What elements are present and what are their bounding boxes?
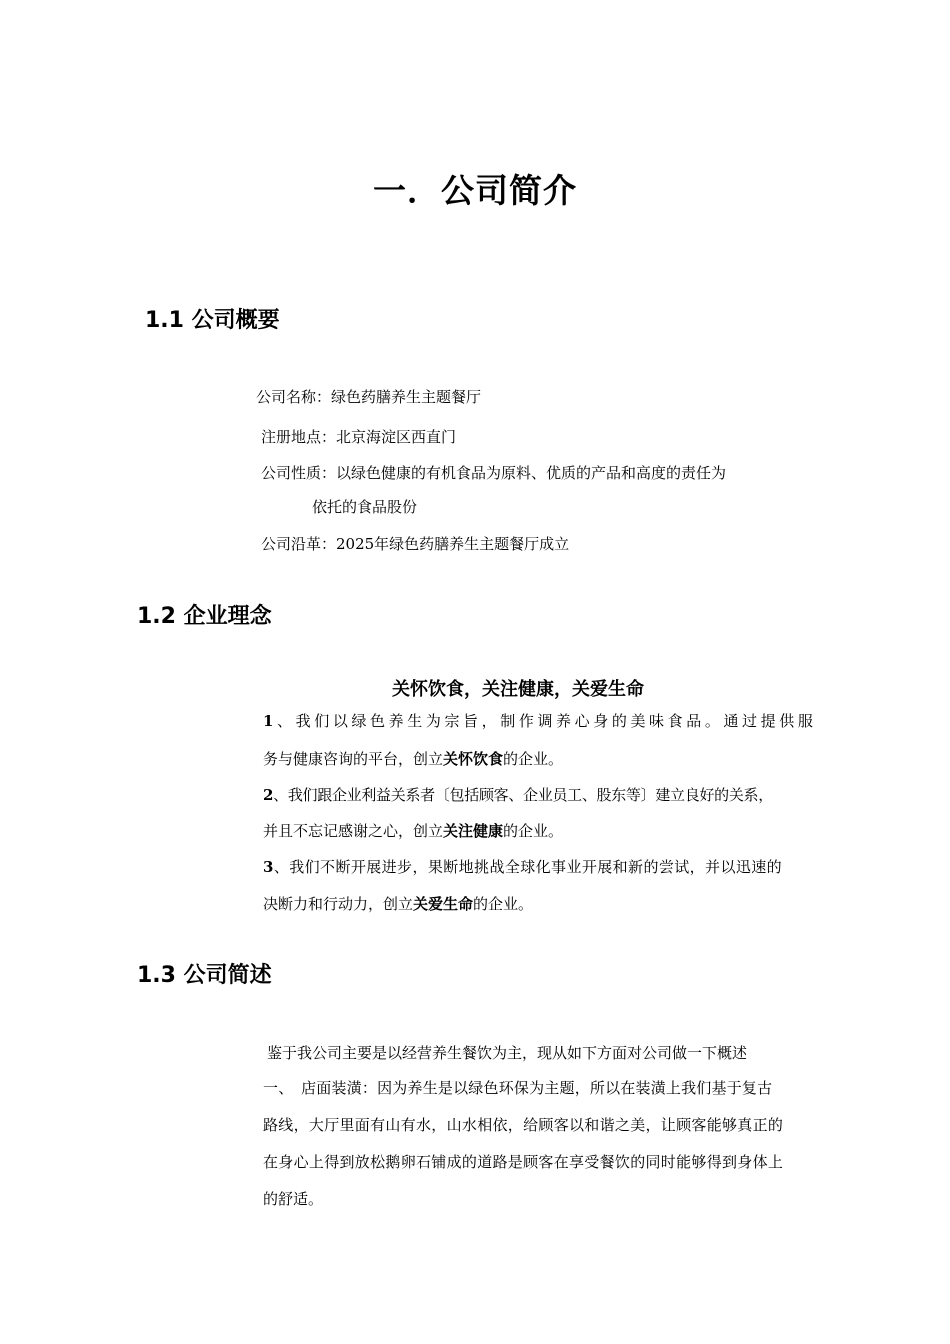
item-number: 1 [263, 712, 278, 730]
item-text: 、我们跟企业利益关系者〔包括顾客、企业员工、股东等〕建立良好的关系， [273, 786, 773, 804]
overview-paragraph-line-3: 在身心上得到放松鹅卵石铺成的道路是顾客在享受餐饮的同时能够得到身体上 [263, 1153, 784, 1171]
registered-address-line: 注册地点：北京海淀区西直门 [261, 428, 457, 446]
company-name-line: 公司名称：绿色药膳养生主题餐厅 [256, 388, 482, 406]
item-text: 的企业。 [503, 750, 564, 768]
item-keyword: 关怀饮食 [443, 750, 504, 768]
item-number: 2 [263, 786, 274, 804]
item-keyword: 关爱生命 [413, 895, 474, 913]
item-text: 、我们不断开展进步，果断地挑战全球化事业开展和新的尝试，并以迅速的 [273, 858, 783, 876]
overview-intro: 鉴于我公司主要是以经营养生餐饮为主，现从如下方面对公司做一下概述 [267, 1044, 748, 1062]
overview-paragraph-line-4: 的舒适。 [263, 1190, 324, 1208]
company-history-line: 公司沿革：2025年绿色药膳养生主题餐厅成立 [261, 535, 570, 553]
philosophy-item-3-cont [263, 894, 533, 914]
item-text: 、我们以绿色养生为宗旨，制作调养心身的美味食品。通过提供服 [277, 712, 817, 730]
company-nature-line: 公司性质：以绿色健康的有机食品为原料、优质的产品和高度的责任为 [261, 464, 727, 482]
company-nature-line-cont: 依托的食品股份 [312, 498, 418, 516]
philosophy-item-1-cont [263, 749, 563, 769]
overview-paragraph-line-2: 路线，大厅里面有山有水，山水相依，给顾客以和谐之美，让顾客能够真正的 [263, 1116, 784, 1134]
philosophy-item-1 [263, 711, 816, 731]
section-heading-1-3: 1.3 公司简述 [137, 963, 272, 988]
philosophy-item-2-cont [263, 821, 563, 841]
item-text: 决断力和行动力，创立 [263, 895, 414, 913]
item-text: 并且不忘记感谢之心，创立 [263, 822, 444, 840]
item-number: 3 [263, 858, 274, 876]
overview-paragraph-line-1: 一、 店面装潢：因为养生是以绿色环保为主题，所以在装潢上我们基于复古 [263, 1079, 773, 1097]
item-text: 的企业。 [473, 895, 534, 913]
item-keyword: 关注健康 [443, 822, 504, 840]
page-title: 一．公司简介 [373, 171, 577, 210]
section-heading-1-1: 1.1 公司概要 [145, 308, 280, 333]
section-heading-1-2: 1.2 企业理念 [137, 604, 272, 629]
item-text: 的企业。 [503, 822, 564, 840]
slogan: 关怀饮食，关注健康，关爱生命 [392, 679, 644, 700]
philosophy-item-3 [263, 857, 782, 877]
item-text: 务与健康咨询的平台，创立 [263, 750, 444, 768]
philosophy-item-2 [263, 785, 773, 805]
